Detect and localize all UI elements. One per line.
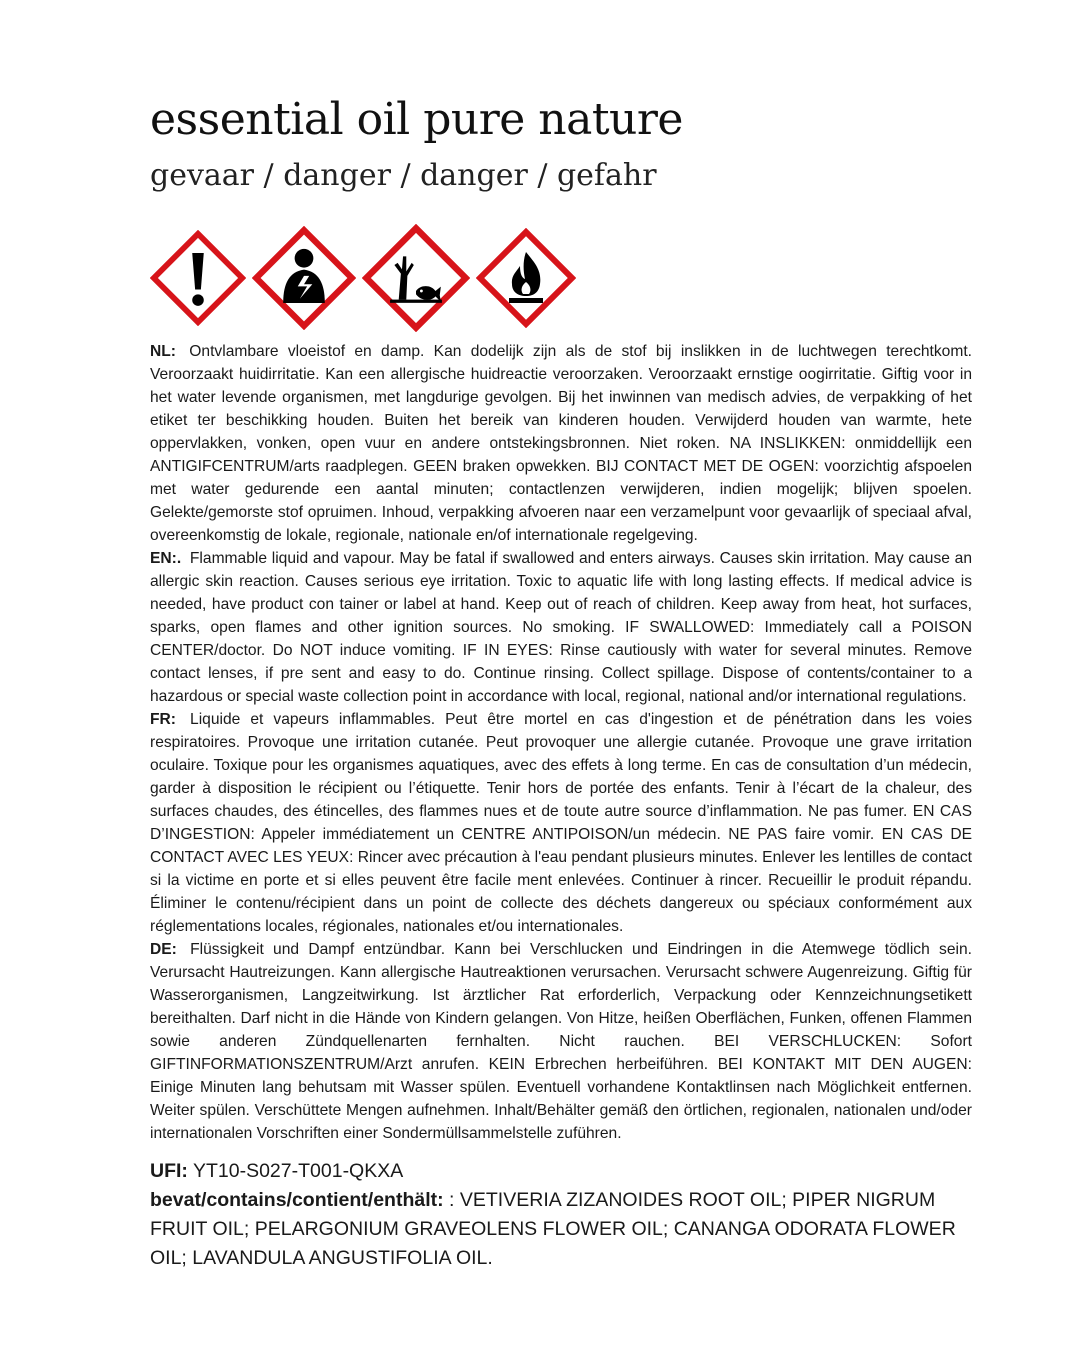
ufi-label: UFI: bbox=[150, 1160, 188, 1182]
ufi-line bbox=[150, 1157, 972, 1186]
section-fr bbox=[150, 708, 972, 938]
section-de bbox=[150, 938, 972, 1145]
flame-icon bbox=[476, 228, 576, 328]
contains-label: bevat/contains/contient/enthält: bbox=[150, 1189, 444, 1211]
section-text: Flammable liquid and vapour. May be fatal if swallowed and enters airways. Causes skin irritation. May cause an allergic skin reaction. Causes serious eye irritation. Toxic to aquatic life with long lasting effects. If medical advice is needed, have product con tainer or label at hand. Keep out of reach of children. Keep away from heat, hot surfaces, sparks, open flames and other ignition sources. No smoking. IF SWALLOWED: Immediately call a POISON CENTER/doctor. Do NOT induce vomiting. IF IN EYES: Rinse cautiously with water for several minutes. Remove contact lenses, if pre sent and easy to do. Continue rinsing. Collect spillage. Dispose of contents/container to a hazardous or special waste collection point in accordance with local, regional, national and/or international regulations. bbox=[150, 550, 972, 705]
ufi-value: YT10-S027-T001-QKXA bbox=[192, 1160, 404, 1182]
environment-hazard-icon bbox=[362, 224, 470, 332]
section-en bbox=[150, 547, 972, 708]
language-code: DE: bbox=[150, 941, 177, 958]
section-nl bbox=[150, 340, 972, 547]
section-text: Flüssigkeit und Dampf entzündbar. Kann bei Verschlucken und Eindringen in die Atemwege tödlich sein. Verursacht Hautreizungen. Kann allergische Hautreaktionen verursachen. Verursacht schwere Augenreizung. Giftig für Wasserorganismen, Langzeitwirkung. Ist ärztlicher Rat erforderlich, Verpackung oder Kennzeichnungsetikett bereithalten. Darf nicht in die Hände von Kindern gelangen. Von Hitze, heißen Oberflächen, Funken, offenen Flammen sowie anderen Zündquellenarten fernhalten. Nicht rauchen. BEI VERSCHLUCKEN: Sofort GIFTINFORMATIONSZENTRUM/Arzt anrufen. KEIN Erbrechen herbeiführen. BEI KONTAKT MIT DEN AUGEN: Einige Minuten lang behutsam mit Wasser spülen. Eventuell vorhandene Kontaktlinsen nach Möglichkeit entfernen. Weiter spülen. Verschüttete Mengen aufnehmen. Inhalt/Behälter gemäß den örtlichen, regionalen, nationalen und/oder internationalen Vorschriften einer Sondermüllsammelstelle zuführen. bbox=[150, 941, 972, 1142]
contains-value: : VETIVERIA ZIZANOIDES ROOT OIL; PIPER NIGRUM FRUIT OIL; PELARGONIUM GRAVEOLENS FLOWER OIL; CANANGA ODORATA FLOWER OIL; LAVANDULA ANGUSTIFOLIA OIL. bbox=[150, 1189, 956, 1269]
section-text: Liquide et vapeurs inflammables. Peut être mortel en cas d'ingestion et de pénétration dans les voies respiratoires. Provoque une irritation cutanée. Peut provoquer une allergie cutanée. Provoque une grave irritation oculaire. Toxique pour les organismes aquatiques, avec des effets à long terme. En cas de consultation d’un médecin, garder à disposition le récipient ou l’étiquette. Tenir hors de portée des enfants. Tenir à l’écart de la chaleur, des surfaces chaudes, des étincelles, des flammes nues et de toute autre source d’inflammation. Ne pas fumer. EN CAS D’INGESTION: Appeler immédiatement un CENTRE ANTIPOISON/un médecin. NE PAS faire vomir. EN CAS DE CONTACT AVEC LES YEUX: Rincer avec précaution à l'eau pendant plusieurs minutes. Enlever les lentilles de contact si la victime en porte et si elles peuvent être facile ment enlevées. Continuer à rincer. Recueillir le produit répandu. Éliminer le contenu/récipient dans un point de collecte des déchets dangereux ou spéciaux conformément aux réglementations locales, régionales, nationales et/ou internationales. bbox=[150, 711, 972, 935]
label-page bbox=[150, 90, 972, 1273]
language-code: FR: bbox=[150, 711, 176, 728]
exclamation-mark-icon bbox=[150, 230, 246, 326]
contains-line bbox=[150, 1186, 972, 1273]
product-title: essential oil pure nature bbox=[150, 94, 683, 145]
language-code: EN:. bbox=[150, 550, 182, 567]
hazard-statements bbox=[150, 340, 972, 1145]
product-info bbox=[150, 1157, 972, 1273]
signal-word: gevaar / danger / danger / gefahr bbox=[150, 158, 657, 193]
language-code: NL: bbox=[150, 343, 176, 360]
health-hazard-icon bbox=[252, 226, 356, 330]
section-text: Ontvlambare vloeistof en damp. Kan dodelijk zijn als de stof bij inslikken in de luchtwegen terechtkomt. Veroorzaakt huidirritatie. Kan een allergische huidreactie veroorzaken. Veroorzaakt ernstige oogirritatie. Giftig voor in het water levende organismen, met langdurige gevolgen. Bij het inwinnen van medisch advies, de verpakking of het etiket ter beschikking houden. Buiten het bereik van kinderen houden. Verwijderd houden van warmte, hete oppervlakken, vonken, open vuur en andere ontstekingsbronnen. Niet roken. NA INSLIKKEN: onmiddellijk een ANTIGIFCENTRUM/arts raadplegen. GEEN braken opwekken. BIJ CONTACT MET DE OGEN: voorzichtig afspoelen met water gedurende een aantal minuten; contactlenzen verwijderen, indien mogelijk; blijven spoelen. Gelekte/gemorste stof opruimen. Inhoud, verpakking afvoeren naar een verzamelpunt voor gevaarlijk of speciaal afval, overeenkomstig de lokale, regionale, nationale en/of internationale regelgeving. bbox=[150, 343, 972, 544]
hazard-pictograms bbox=[150, 224, 972, 332]
